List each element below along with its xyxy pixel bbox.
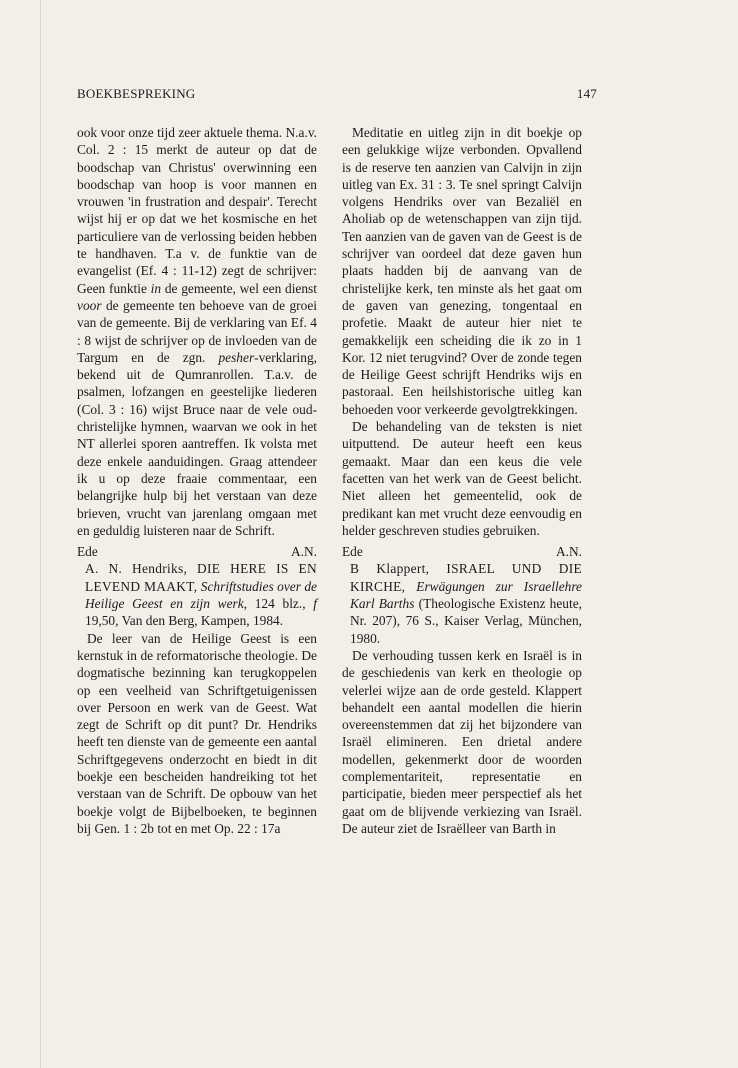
signature-initials: A.N. bbox=[555, 544, 582, 560]
signature-initials: A.N. bbox=[290, 544, 317, 560]
section-title: BOEKBESPREKING bbox=[77, 86, 196, 101]
emphasis: voor bbox=[77, 297, 102, 313]
page-edge bbox=[40, 0, 41, 1068]
review-currency: f bbox=[313, 596, 318, 612]
review-pages: 124 blz., bbox=[254, 596, 306, 612]
paragraph bbox=[77, 124, 317, 539]
review-title: Erwägungen zur Israellehre Karl Barths bbox=[350, 578, 582, 612]
review-publisher: 19,50, Van den Berg, Kampen, 1984. bbox=[85, 613, 284, 629]
review-heading bbox=[77, 560, 317, 629]
paragraph: De leer van de Heilige Geest is een kernstuk in de reformatorische theologie. De dogmatische bezinning kan terugkoppelen op een veelheid van Schriftgetuigenissen over Persoon en werk van de Geest. Wat zegt de Schrift op dit punt? Dr. Hendriks heeft ten dienste van de gemeente een aantal Schriftgegevens onderzocht en biedt in dit boekje een bescheiden handreiking tot het verstaan van de Schrift. De opbouw van het boekje volgt de Bijbelboeken, te beginnen bij Gen. 1 : 2b tot en met Op. 22 : 17a bbox=[77, 630, 317, 836]
paragraph: Meditatie en uitleg zijn in dit boekje op een gelukkige wijze verbonden. Opvallend is de reserve ten aanzien van Calvijn in zijn uitleg van Ex. 31 : 3. Te snel springt Calvijn volgens Hendriks over van Bezaliël en Aholiab op de wetenschappen van zijn tijd. Ten aanzien van de gaven van de Geest is de schrijver van oordeel dat deze gaven hun plaats hadden bij de aanvang van de christelijke kerk, ten minste als het gaat om de gaven van genezing, tongentaal en profetie. Maakt de auteur hier niet te gemakkelijk een scheiding die ik zo in 1 Kor. 12 niet terugvind? Over de zonde tegen de Heilige Geest schrijft Hendriks wijs en pastoraal. Een heilshistorische uitleg kan behoeden voor verkeerde gevolgtrekkingen. bbox=[342, 125, 582, 417]
text-run: de gemeente, wel een dienst bbox=[161, 280, 317, 296]
right-column bbox=[342, 124, 582, 837]
running-header bbox=[77, 86, 597, 106]
review-publisher: (Theologische Existenz heute, Nr. 207), 76 S., Kaiser Verlag, München, 1980. bbox=[350, 596, 582, 646]
text-run: de gemeente ten behoeve van de groei van de gemeente. Bij de verklaring van Ef. 4 : 8 wijst de schrijver op de invloeden van de Targum en de zgn. bbox=[77, 297, 317, 365]
text-run: -verklaring, bekend uit de Qumranrollen. T.a.v. de psalmen, lofzangen en geestelijke liederen (Col. 3 : 16) wijst Bruce naar de vele oud-christelijke hymnen, waarvan we ook in het NT allerlei sporen aantreffen. Ik volsta met deze enkele aanduidingen. Graag attendeer ik u op deze fraaie commentaar, een belangrijke hulp bij het verstaan van deze brieven, vrucht van jarenlang omgaan met en geduldig luisteren naar de Schrift. bbox=[77, 349, 317, 538]
emphasis: pesher bbox=[218, 349, 255, 365]
signature-place: Ede bbox=[342, 544, 363, 560]
left-column bbox=[77, 124, 317, 837]
paragraph: De verhouding tussen kerk en Israël is in de geschiedenis van kerk en theologie op velerlei wijze aan de orde gesteld. Klappert behandelt een aantal modellen die hierin overeenstemmen dat zij het bijzondere van Israël elimineren. Een drietal andere modellen, gekenmerkt door de woorden complementariteit, representatie en participatie, bieden meer perspectief als het gaat om de blijvende verkiezing van Israël. De auteur ziet de Israëlleer van Barth in bbox=[342, 647, 582, 836]
signature-place: Ede bbox=[77, 544, 98, 560]
signature bbox=[342, 543, 582, 560]
review-author: B Klappert, ISRAEL UND DIE KIRCHE, bbox=[350, 561, 582, 594]
review-title: Schriftstudies over de Heilige Geest en zijn werk, bbox=[85, 578, 317, 612]
text-run: ook voor onze tijd zeer aktuele thema. N.a.v. Col. 2 : 15 merkt de auteur op dat de boodschap van Christus' overwinning een boodschap van hoop is voor mannen en vrouwen 'in frustration and despair'. Terecht wijst hij er op dat we het kosmische en het particuliere van de verlossing beiden hebben te handhaven. T.a v. de funktie van de evangelist (Ef. 4 : 11-12) zegt de schrijver: Geen funktie bbox=[77, 125, 317, 296]
review-author: A. N. Hendriks, DIE HERE IS EN LEVEND MAAKT, bbox=[85, 561, 317, 594]
review-heading bbox=[342, 560, 582, 646]
signature bbox=[77, 543, 317, 560]
paragraph: De behandeling van de teksten is niet uitputtend. De auteur heeft een keus gemaakt. Maar dan een keus die vele facetten van het werk van de Geest belicht. Niet alleen het gemeentelid, ook de predikant kan met vrucht deze eenvoudig en helder geschreven studies gebruiken. bbox=[342, 419, 582, 538]
emphasis: in bbox=[150, 280, 162, 296]
page-number: 147 bbox=[576, 86, 597, 101]
